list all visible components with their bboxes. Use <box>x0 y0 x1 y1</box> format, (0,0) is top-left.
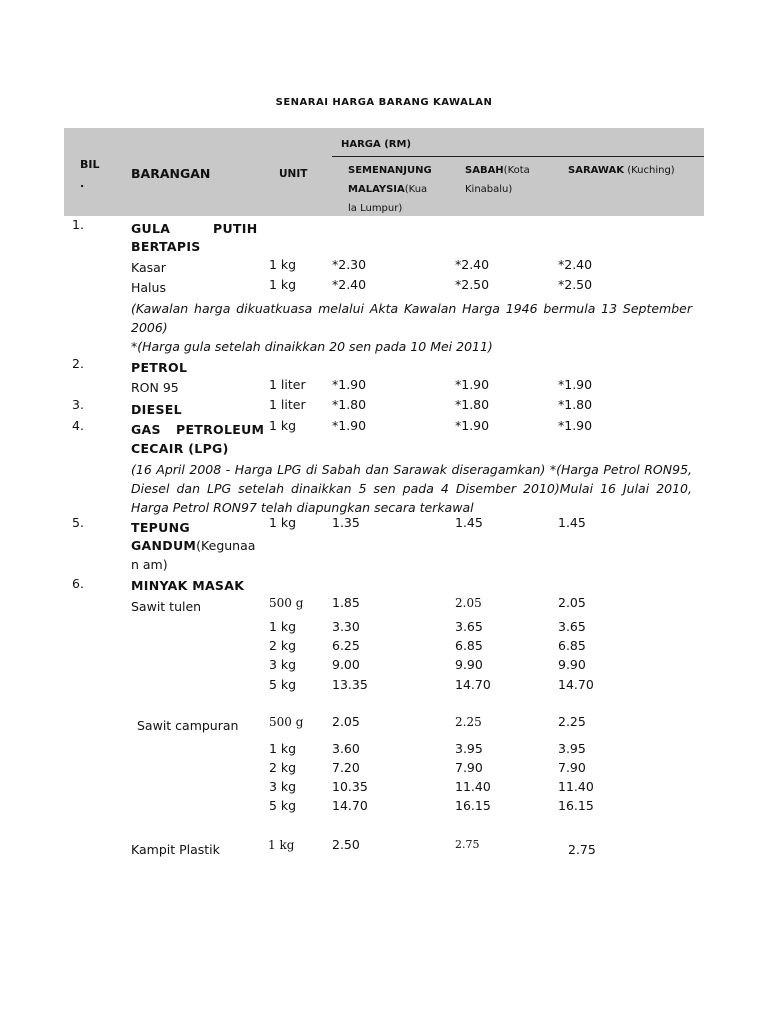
price-cell: 3.65 <box>558 619 586 634</box>
price-cell: 1.45 <box>558 515 586 530</box>
price-cell: 2.25 <box>455 715 482 729</box>
row-number: 3. <box>72 397 84 412</box>
header-harga: HARGA (RM) <box>341 139 412 150</box>
price-cell: 16.15 <box>558 798 594 813</box>
unit-cell: 500 g <box>269 596 304 610</box>
header-sabah: SABAH(Kota Kinabalu) <box>465 165 530 195</box>
price-cell: *2.40 <box>332 277 367 292</box>
unit-cell: 1 kg <box>269 257 297 272</box>
unit-cell: 1 kg <box>269 515 297 530</box>
row-number: 2. <box>72 356 84 371</box>
price-cell: 3.65 <box>455 619 483 634</box>
row-number: 5. <box>72 515 84 530</box>
price-cell: 1.35 <box>332 515 360 530</box>
item-name: PETROL <box>131 360 188 375</box>
price-cell: 9.90 <box>558 657 586 672</box>
sub-item: Halus <box>131 280 166 295</box>
price-cell: 10.35 <box>332 779 368 794</box>
price-cell: *1.90 <box>332 418 367 433</box>
price-cell: 6.85 <box>455 638 483 653</box>
price-cell: 2.25 <box>558 714 586 729</box>
page-title: SENARAI HARGA BARANG KAWALAN <box>275 97 493 108</box>
note: (16 April 2008 - Harga LPG di Sabah dan Sarawak diseragamkan) *(Harga Petrol RON95, Diesel dan LPG setelah dinaikkan 5 sen pada 4 Disember 2010)Mulai 16 Julai 2010, Harga Petrol RON97 telah diapungkan secara terkawal <box>131 462 692 515</box>
price-cell: 14.70 <box>455 677 491 692</box>
unit-cell: 2 kg <box>269 638 297 653</box>
price-cell: 1.45 <box>455 515 483 530</box>
sub-item: Kasar <box>131 260 166 275</box>
unit-cell: 1 kg <box>269 619 297 634</box>
item-name: GULA <box>131 221 171 236</box>
price-cell: 6.85 <box>558 638 586 653</box>
price-cell: *1.80 <box>558 397 593 412</box>
price-cell: 3.95 <box>455 741 483 756</box>
unit-cell: 1 kg <box>269 741 297 756</box>
item-name: TEPUNG <box>131 520 190 535</box>
row-number: 4. <box>72 418 84 433</box>
header-bil: BIL <box>80 158 100 171</box>
price-cell: 14.70 <box>558 677 594 692</box>
price-cell: *2.40 <box>558 257 593 272</box>
header-divider <box>332 156 704 157</box>
item-name: BERTAPIS <box>131 239 201 254</box>
item-name: GAS <box>131 422 161 437</box>
item-name: DIESEL <box>131 402 182 417</box>
price-cell: 2.05 <box>455 596 482 610</box>
header-barangan: BARANGAN <box>131 166 211 181</box>
price-cell: 11.40 <box>455 779 491 794</box>
note: (Kawalan harga dikuatkuasa melalui Akta Kawalan Harga 1946 bermula 13 September 2006) <box>131 301 692 335</box>
header-semenanjung: SEMENANJUNG MALAYSIA(Kua la Lumpur) <box>348 165 432 214</box>
price-cell: 3.60 <box>332 741 360 756</box>
header-unit: UNIT <box>279 168 308 180</box>
price-cell: *2.50 <box>455 277 490 292</box>
price-cell: 14.70 <box>332 798 368 813</box>
sub-item: Sawit tulen <box>131 599 202 614</box>
price-cell: 1.85 <box>332 595 360 610</box>
price-cell: 3.95 <box>558 741 586 756</box>
item-name: PETROLEUM <box>176 422 265 437</box>
unit-cell: 1 kg <box>269 418 297 433</box>
price-cell: 2.05 <box>332 714 360 729</box>
price-cell: 7.90 <box>558 760 586 775</box>
price-cell: *2.40 <box>455 257 490 272</box>
price-cell: 7.20 <box>332 760 360 775</box>
sub-item: RON 95 <box>131 380 179 395</box>
sub-item: Sawit campuran <box>137 718 239 733</box>
price-cell: 16.15 <box>455 798 491 813</box>
row-number: 1. <box>72 217 84 232</box>
unit-cell: 3 kg <box>269 657 297 672</box>
item-name: CECAIR (LPG) <box>131 441 229 456</box>
price-cell: 2.50 <box>332 837 360 852</box>
item-name: MINYAK MASAK <box>131 578 245 593</box>
price-cell: 2.75 <box>455 838 480 851</box>
price-cell: *1.90 <box>332 377 367 392</box>
unit-cell: 5 kg <box>269 677 297 692</box>
item-name: n am) <box>131 557 168 572</box>
unit-cell: 5 kg <box>269 798 297 813</box>
price-cell: *1.90 <box>558 377 593 392</box>
price-cell: 6.25 <box>332 638 360 653</box>
price-cell: *1.80 <box>455 397 490 412</box>
price-cell: 11.40 <box>558 779 594 794</box>
unit-cell: 3 kg <box>269 779 297 794</box>
price-cell: 3.30 <box>332 619 360 634</box>
header-bil-dot: . <box>80 177 85 190</box>
item-name: GANDUM(Kegunaa <box>131 538 256 553</box>
price-cell: 9.00 <box>332 657 360 672</box>
price-cell: 13.35 <box>332 677 368 692</box>
price-cell: *1.80 <box>332 397 367 412</box>
price-cell: *1.90 <box>455 377 490 392</box>
price-cell: 2.05 <box>558 595 586 610</box>
price-cell: *2.50 <box>558 277 593 292</box>
unit-cell: 1 kg <box>269 277 297 292</box>
unit-cell: 2 kg <box>269 760 297 775</box>
price-cell: 2.75 <box>568 842 596 857</box>
price-cell: *1.90 <box>558 418 593 433</box>
price-cell: 7.90 <box>455 760 483 775</box>
row-number: 6. <box>72 576 84 591</box>
item-name: PUTIH <box>213 221 258 236</box>
note: *(Harga gula setelah dinaikkan 20 sen pada 10 Mei 2011) <box>131 339 493 354</box>
price-cell: *1.90 <box>455 418 490 433</box>
price-cell: *2.30 <box>332 257 367 272</box>
unit-cell: 1 liter <box>269 377 306 392</box>
unit-cell: 1 kg <box>268 838 295 852</box>
unit-cell: 1 liter <box>269 397 306 412</box>
sub-item: Kampit Plastik <box>131 842 220 857</box>
header-sarawak: SARAWAK (Kuching) <box>568 165 675 176</box>
price-cell: 9.90 <box>455 657 483 672</box>
unit-cell: 500 g <box>269 715 304 729</box>
